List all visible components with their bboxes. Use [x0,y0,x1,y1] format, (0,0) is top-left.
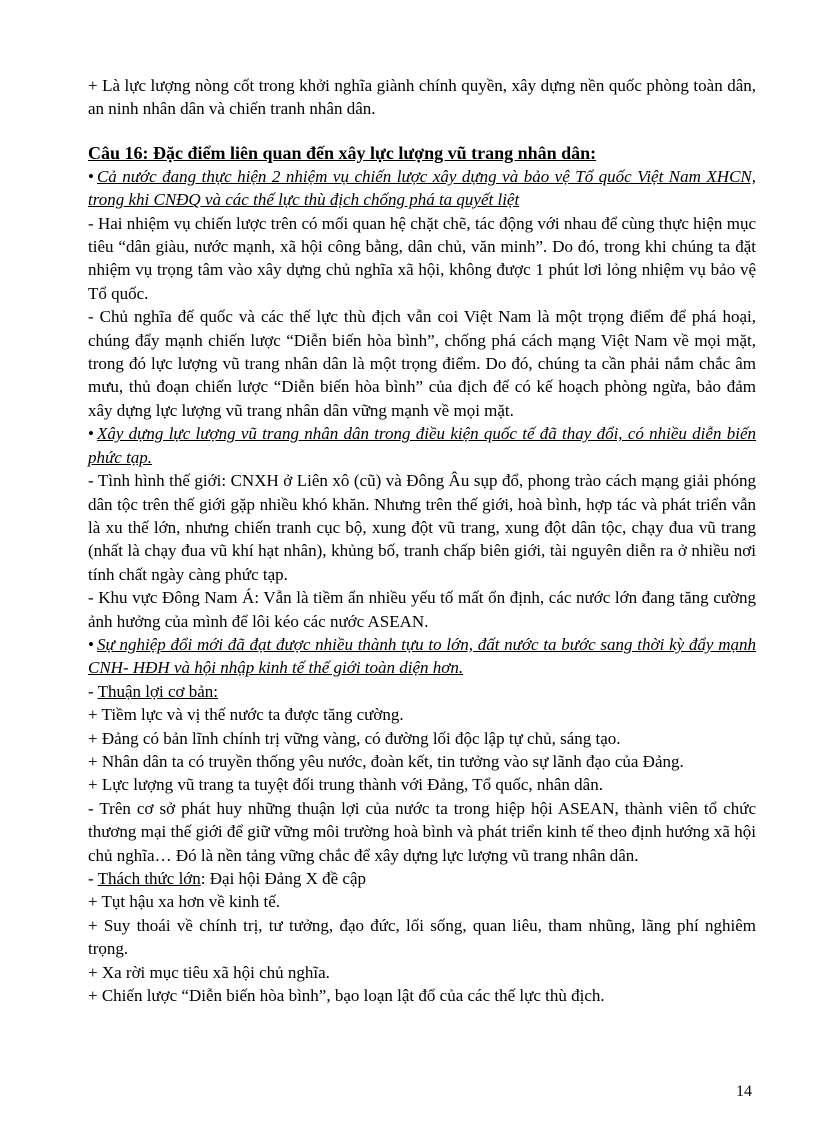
bullet-icon: • [88,634,94,654]
challenge-item: + Chiến lược “Diễn biến hòa bình”, bạo loạn lật đổ của các thế lực thù địch. [88,986,605,1006]
challenge-item: + Suy thoái về chính trị, tư tưởng, đạo đức, lối sống, quan liêu, tham nhũng, lãng phí nghiêm trọng. [88,915,756,959]
section-2-paragraph-2: - Khu vực Đông Nam Á: Vẫn là tiềm ẩn nhiều yếu tố mất ổn định, các nước lớn đang tăng cường ảnh hưởng của mình để lôi kéo các nước ASEAN. [88,588,756,631]
advantages-heading [88,680,756,703]
section-1-paragraph-2: - Chủ nghĩa đế quốc và các thế lực thù địch vẫn coi Việt Nam là một trọng điểm để phá hoại, chúng đẩy mạnh chiến lược “Diễn biến hòa bình”, chống phá cách mạng Việt Nam về mọi mặt, trong đó lực lượng vũ trang nhân dân là một trọng điểm. Do đó, chúng ta cần phải nắm chắc âm mưu, thủ đoạn chiến lược “Diễn biến hòa bình” của địch để có kế hoạch phòng ngừa, bảo đảm xây dựng lực lượng vũ trang nhân dân vững mạnh về mọi mặt. [88,307,756,420]
section-2-paragraph-1: - Tình hình thế giới: CNXH ở Liên xô (cũ) và Đông Âu sụp đổ, phong trào cách mạng giải phóng dân tộc trên thế giới gặp nhiều khó khăn. Nhưng trên thế giới, hoà bình, hợp tác và phát triển vẫn là xu thế lớn, nhưng chiến tranh cục bộ, xung đột vũ trang, xung đột dân tộc, chạy đua vũ trang (nhất là chạy đua vũ khí hạt nhân), khủng bố, tranh chấp biên giới, tài nguyên diễn ra ở nhiều nơi tính chất ngày càng phức tạp. [88,471,756,584]
section-2-title [88,422,756,469]
section-2-title-text: Xây dựng lực lượng vũ trang nhân dân trong điều kiện quốc tế đã thay đổi, có nhiều diễn biến phức tạp. [88,424,756,467]
section-3-title [88,633,756,680]
challenges-suffix: : Đại hội Đảng X đề cập [200,869,367,888]
advantage-item: + Tiềm lực và vị thế nước ta được tăng cường. [88,705,404,725]
section-1-paragraph-1: - Hai nhiệm vụ chiến lược trên có mối quan hệ chặt chẽ, tác động với nhau để cùng thực hiện mục tiêu “dân giàu, nước mạnh, xã hội công bằng, dân chủ, văn minh”. Do đó, trong khi chúng ta đặt nhiệm vụ trọng tâm vào xây dựng chủ nghĩa xã hội, không được 1 phút lơi lỏng nhiệm vụ bảo vệ Tổ quốc. [88,213,756,303]
basis-paragraph: - Trên cơ sở phát huy những thuận lợi của nước ta trong hiệp hội ASEAN, thành viên tổ chức thương mại thế giới để giữ vững môi trường hoà bình và phát triển kinh tế theo định hướng xã hội chủ nghĩa… Đó là nền tảng vững chắc để xây dựng lực lượng vũ trang nhân dân. [88,798,756,865]
advantage-item: + Lực lượng vũ trang ta tuyệt đối trung thành với Đảng, Tổ quốc, nhân dân. [88,775,603,795]
question-heading: Câu 16: Đặc điểm liên quan đến xây lực lượng vũ trang nhân dân: [88,142,597,163]
advantage-item: + Nhân dân ta có truyền thống yêu nước, đoàn kết, tin tưởng vào sự lãnh đạo của Đảng. [88,751,684,771]
section-1-title-text: Cả nước đang thực hiện 2 nhiệm vụ chiến lược xây dựng và bảo vệ Tổ quốc Việt Nam XHCN, trong khi CNĐQ và các thế lực thù địch chống phá ta quyết liệt [88,166,756,210]
section-3-title-text: Sự nghiệp đổi mới đã đạt được nhiều thành tựu to lớn, đất nước ta bước sang thời kỳ đẩy mạnh CNH- HĐH và hội nhập kinh tế thế giới toàn diện hơn. [88,634,756,678]
spacer [88,121,756,141]
challenge-item: + Tụt hậu xa hơn về kinh tế. [88,892,281,912]
bullet-icon: • [88,166,94,186]
advantages-label: Thuận lợi cơ bản: [97,681,219,701]
section-1-title [88,165,756,212]
bullet-icon: • [88,424,94,444]
advantage-item: + Đảng có bản lĩnh chính trị vững vàng, có đường lối độc lập tự chủ, sáng tạo. [88,728,621,748]
advantages-prefix: - [88,681,98,701]
challenges-prefix: - [88,869,98,888]
document-page [88,74,756,1007]
challenge-item: + Xa rời mục tiêu xã hội chủ nghĩa. [88,962,330,982]
intro-paragraph: + Là lực lượng nòng cốt trong khởi nghĩa giành chính quyền, xây dựng nền quốc phòng toàn dân, an ninh nhân dân và chiến tranh nhân dân. [88,76,756,119]
page-number: 14 [736,1083,752,1100]
challenges-heading [88,867,756,890]
challenges-label: Thách thức lớn [97,869,201,888]
